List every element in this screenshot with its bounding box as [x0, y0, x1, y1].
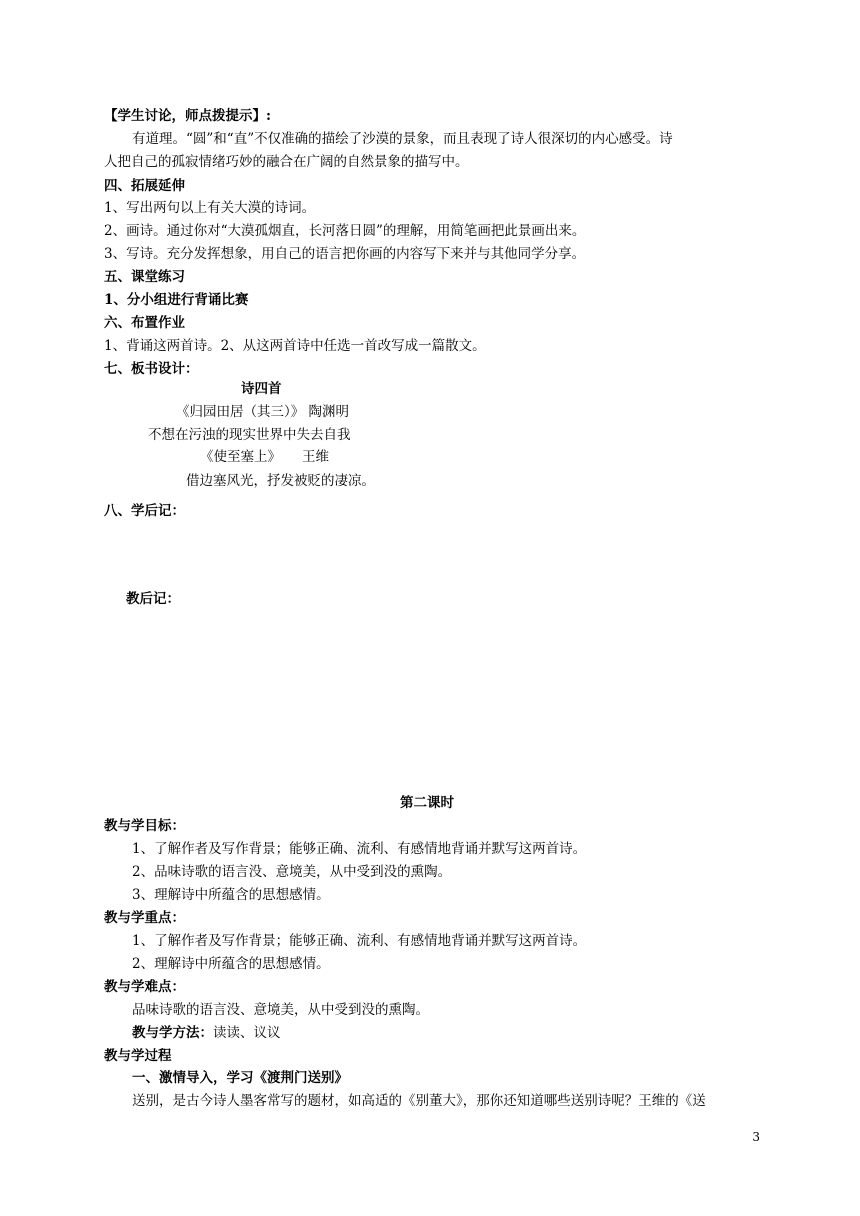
goal-3: 3、理解诗中所蕴含的思想感情。	[132, 887, 330, 903]
method-value: 读读、议议	[213, 1025, 281, 1041]
discussion-paragraph-line-2: 人把自己的孤寂情绪巧妙的融合在广阔的自然景象的描写中。	[104, 154, 469, 170]
section-4-title: 四、拓展延伸	[104, 178, 185, 194]
method-label: 教与学方法：	[132, 1025, 213, 1041]
section-8-title: 八、学后记：	[104, 503, 185, 519]
goal-1: 1、了解作者及写作背景；能够正确、流利、有感情地背诵并默写这两首诗。	[132, 841, 587, 857]
section-5-item: 1、分小组进行背诵比赛	[104, 292, 249, 308]
section-7-title: 七、板书设计：	[104, 361, 199, 377]
goals-title: 教与学目标：	[104, 818, 185, 834]
section-6-title: 六、布置作业	[104, 315, 185, 331]
teacher-note: 教后记：	[126, 591, 180, 607]
step-1-text: 送别，是古今诗人墨客常写的题材，如高适的《别董大》，那你还知道哪些送别诗呢？王维的《送	[132, 1093, 706, 1109]
difficulty-title: 教与学难点：	[104, 979, 185, 995]
board-line-3-title: 《使至塞上》	[200, 449, 281, 465]
board-line-2: 不想在污浊的现实世界中失去自我	[148, 427, 351, 443]
page-number: 3	[752, 1130, 760, 1144]
step-1-title: 一、激情导入，学习《渡荆门送别》	[132, 1070, 348, 1086]
section-4-item-1: 1、写出两句以上有关大漠的诗词。	[104, 200, 316, 216]
board-title: 诗四首	[241, 381, 282, 397]
difficulty-text: 品味诗歌的语言没、意境美，从中受到没的熏陶。	[132, 1002, 429, 1018]
section-5-title: 五、课堂练习	[104, 269, 185, 285]
lesson-title: 第二课时	[400, 795, 454, 811]
key-point-2: 2、理解诗中所蕴含的思想感情。	[132, 956, 330, 972]
goal-2: 2、品味诗歌的语言没、意境美，从中受到没的熏陶。	[132, 864, 452, 880]
key-points-title: 教与学重点：	[104, 910, 185, 926]
discussion-header: 【学生讨论，师点拨提示】:	[104, 108, 271, 124]
board-line-4: 借边塞风光，抒发被贬的凄凉。	[186, 473, 375, 489]
section-6-item: 1、背诵这两首诗。2、从这两首诗中任选一首改写成一篇散文。	[104, 338, 486, 354]
discussion-paragraph-line-1: 有道理。“圆”和“直”不仅准确的描绘了沙漠的景象，而且表现了诗人很深切的内心感受。诗	[132, 131, 673, 147]
process-title: 教与学过程	[104, 1048, 172, 1064]
section-4-item-2: 2、画诗。通过你对“大漠孤烟直，长河落日圆”的理解，用简笔画把此景画出来。	[104, 223, 586, 239]
board-line-1: 《归园田居（其三）》 陶渊明	[176, 404, 350, 420]
method-line	[132, 1024, 281, 1042]
section-4-item-3: 3、写诗。充分发挥想象，用自己的语言把你画的内容写下来并与其他同学分享。	[104, 246, 586, 262]
board-line-3-author: 王维	[302, 449, 329, 465]
key-point-1: 1、了解作者及写作背景；能够正确、流利、有感情地背诵并默写这两首诗。	[132, 933, 587, 949]
